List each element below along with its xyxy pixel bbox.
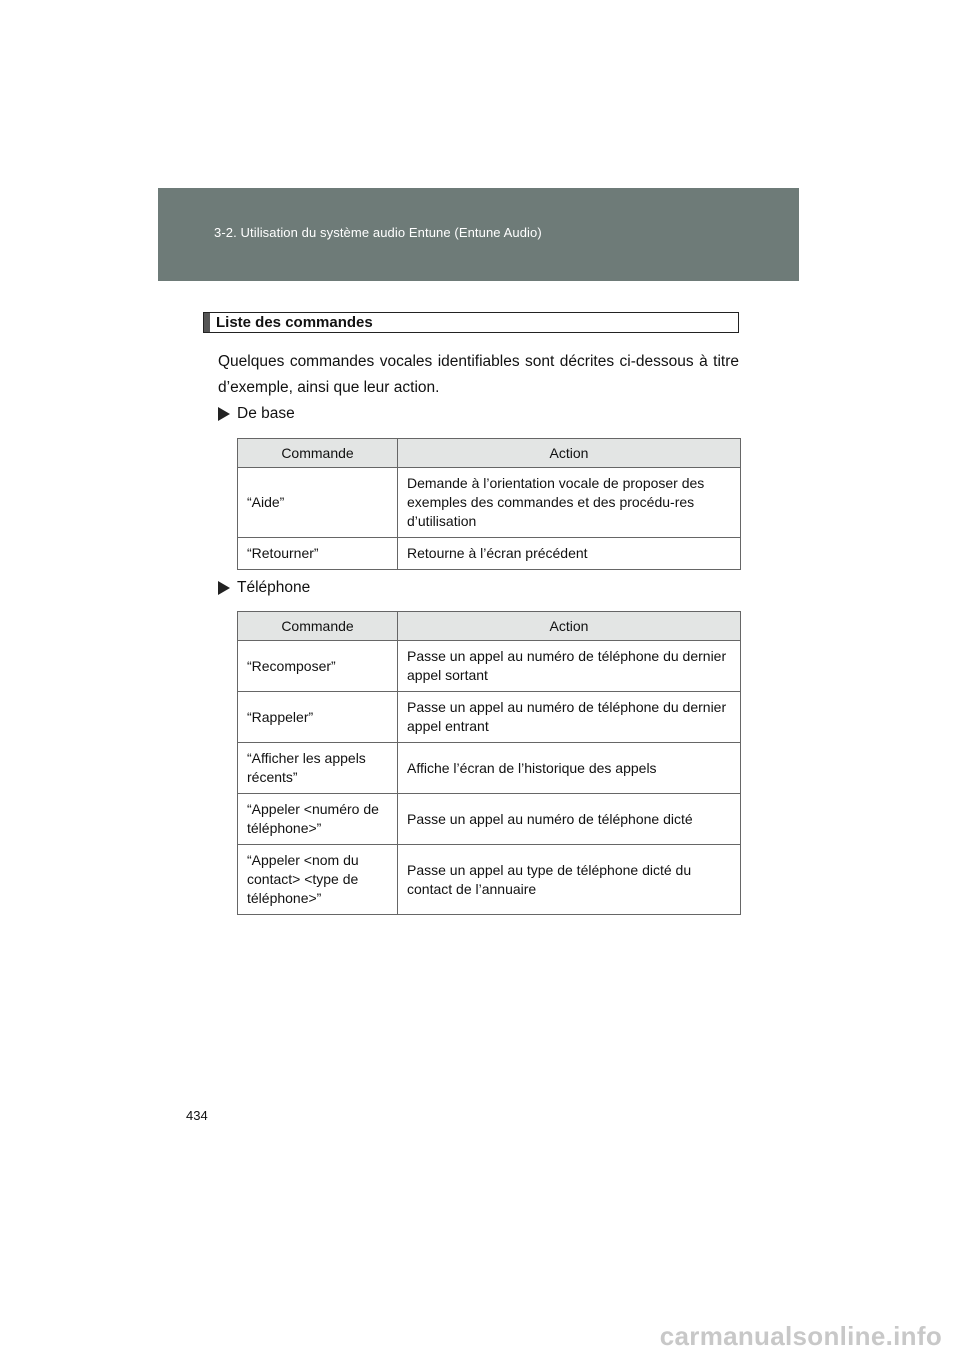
table-header-row [238, 439, 741, 468]
command-cell: “Rappeler” [238, 692, 398, 743]
column-header: Commande [238, 439, 398, 468]
chapter-header [158, 188, 799, 281]
action-cell: Affiche l’écran de l’historique des appels [398, 743, 741, 794]
command-cell: “Recomposer” [238, 641, 398, 692]
table-row [238, 845, 741, 915]
action-cell: Demande à l’orientation vocale de proposer des exemples des commandes et des procédu-res d’utilisation [398, 468, 741, 538]
table-row [238, 794, 741, 845]
action-cell: Passe un appel au type de téléphone dicté du contact de l’annuaire [398, 845, 741, 915]
column-header: Action [398, 612, 741, 641]
watermark: carmanualsonline.info [659, 1321, 942, 1351]
action-cell: Passe un appel au numéro de téléphone du dernier appel sortant [398, 641, 741, 692]
action-cell: Passe un appel au numéro de téléphone du dernier appel entrant [398, 692, 741, 743]
phone-commands-table [237, 611, 741, 915]
table-row [238, 641, 741, 692]
section-heading-text: Liste des commandes [216, 314, 373, 331]
subsection-title-basic [218, 405, 295, 423]
triangle-bullet-icon [218, 407, 230, 421]
section-heading [203, 312, 739, 333]
command-cell: “Appeler <numéro de téléphone>” [238, 794, 398, 845]
column-header: Commande [238, 612, 398, 641]
action-cell: Retourne à l’écran précédent [398, 538, 741, 570]
table-row [238, 692, 741, 743]
triangle-bullet-icon [218, 581, 230, 595]
subsection-title-phone [218, 579, 310, 597]
subsection-label: De base [237, 405, 295, 422]
column-header: Action [398, 439, 741, 468]
action-cell: Passe un appel au numéro de téléphone dicté [398, 794, 741, 845]
page-number: 434 [186, 1108, 208, 1123]
chapter-title: 3-2. Utilisation du système audio Entune (Entune Audio) [214, 225, 542, 240]
table-row [238, 538, 741, 570]
command-cell: “Retourner” [238, 538, 398, 570]
intro-paragraph: Quelques commandes vocales identifiables sont décrites ci-dessous à titre d’exemple, ainsi que leur action. [218, 353, 739, 396]
table-header-row [238, 612, 741, 641]
basic-commands-table [237, 438, 741, 570]
subsection-label: Téléphone [237, 579, 311, 596]
heading-bar [204, 313, 210, 332]
command-cell: “Aide” [238, 468, 398, 538]
command-cell: “Appeler <nom du contact> <type de téléphone>” [238, 845, 398, 915]
table-row [238, 743, 741, 794]
table-row [238, 468, 741, 538]
command-cell: “Afficher les appels récents” [238, 743, 398, 794]
